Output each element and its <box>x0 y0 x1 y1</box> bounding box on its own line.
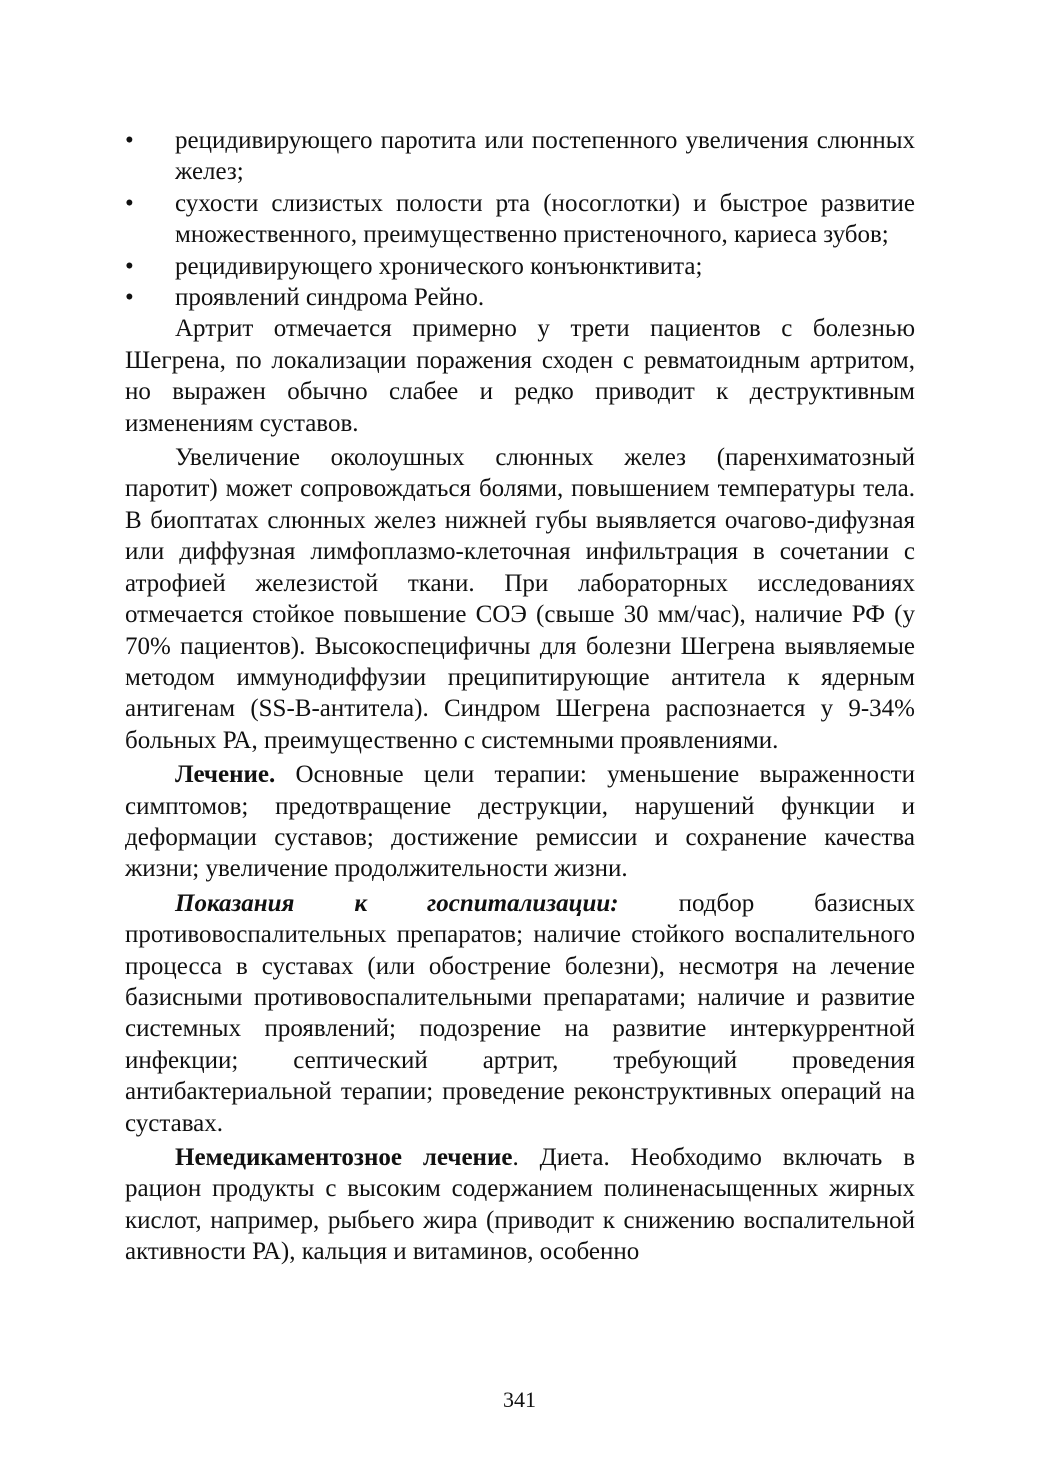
nondrug-paragraph <box>125 1142 915 1268</box>
list-item <box>125 251 915 282</box>
treatment-text: Основные цели терапии: уменьшение выраженности симптомов; предотвращение деструкции, нарушений функции и деформации суставов; достижение ремиссии и сохранение качества жизни; увеличение продолжительности жизни. <box>125 761 915 883</box>
hospitalization-heading: Показания к госпитализации: <box>175 889 619 917</box>
page-number: 341 <box>503 1387 536 1412</box>
arthritis-paragraph: Артрит отмечается примерно у трети пациентов с болезнью Шегрена, по локализации поражения сходен с ревматоидным артритом, но выражен обычно слабее и редко приводит к деструктивным изменениям суставов. <box>125 315 915 437</box>
nondrug-text: . Диета. Необходимо включать в рацион продукты с высоким содержанием полиненасыщенных жирных кислот, например, рыбьего жира (приводит к снижению воспалительной активности РА), кальция и витаминов, особенно <box>125 1144 915 1266</box>
bullet-icon: • <box>125 189 134 217</box>
list-item-text: рецидивирующего хронического конъюнктивита; <box>175 252 703 280</box>
parotitis-paragraph: Увеличение околоушных слюнных желез (паренхиматозный паротит) может сопровождаться болями, повышением температуры тела. В биоптатах слюнных желез нижней губы выявляется очагово-дифузная или диффузная лимфоплазмо-клеточная инфильтрация в сочетании с атрофией железистой ткани. При лабораторных исследованиях отмечается стойкое повышение СОЭ (свыше 30 мм/час), наличие РФ (у 70% пациентов). Высокоспецифичны для болезни Шегрена выявляемые методом иммунодиффузии преципитирующие антитела к ядерным антигенам (SS-B-антитела). Синдром Шегрена распознается у 9-34% больных РА, преимущественно с системными проявлениями. <box>125 444 915 754</box>
bullet-icon: • <box>125 127 134 154</box>
bullet-icon: • <box>125 284 134 312</box>
list-item <box>125 282 915 313</box>
hospitalization-text: подбор базисных противовоспалительных препаратов; наличие стойкого воспалительного процесса в суставах (или обострение болезни), несмотря на лечение базисными противовоспалительными препаратами; наличие и развитие системных проявлений; подозрение на развитие интеркуррентной инфекции; септический артрит, требующий проведения антибактериальной терапии; проведение реконструктивных операций на суставах. <box>125 889 915 1137</box>
body-text <box>125 125 915 1268</box>
bullet-icon: • <box>125 252 134 280</box>
nondrug-heading: Немедикаментозное лечение <box>175 1144 513 1171</box>
list-item-text: сухости слизистых полости рта (носоглотки) и быстрое развитие множественного, преимущественно пристеночного, кариеса зубов; <box>175 189 915 249</box>
symptom-list <box>125 125 915 313</box>
treatment-paragraph <box>125 759 915 885</box>
list-item <box>125 188 915 251</box>
treatment-heading: Лечение. <box>175 761 276 789</box>
list-item-text: проявлений синдрома Рейно. <box>175 284 485 312</box>
hospitalization-paragraph <box>125 888 915 1139</box>
list-item-text: рецидивирующего паротита или постепенного увеличения слюнных желез; <box>175 127 915 186</box>
list-item <box>125 125 915 188</box>
